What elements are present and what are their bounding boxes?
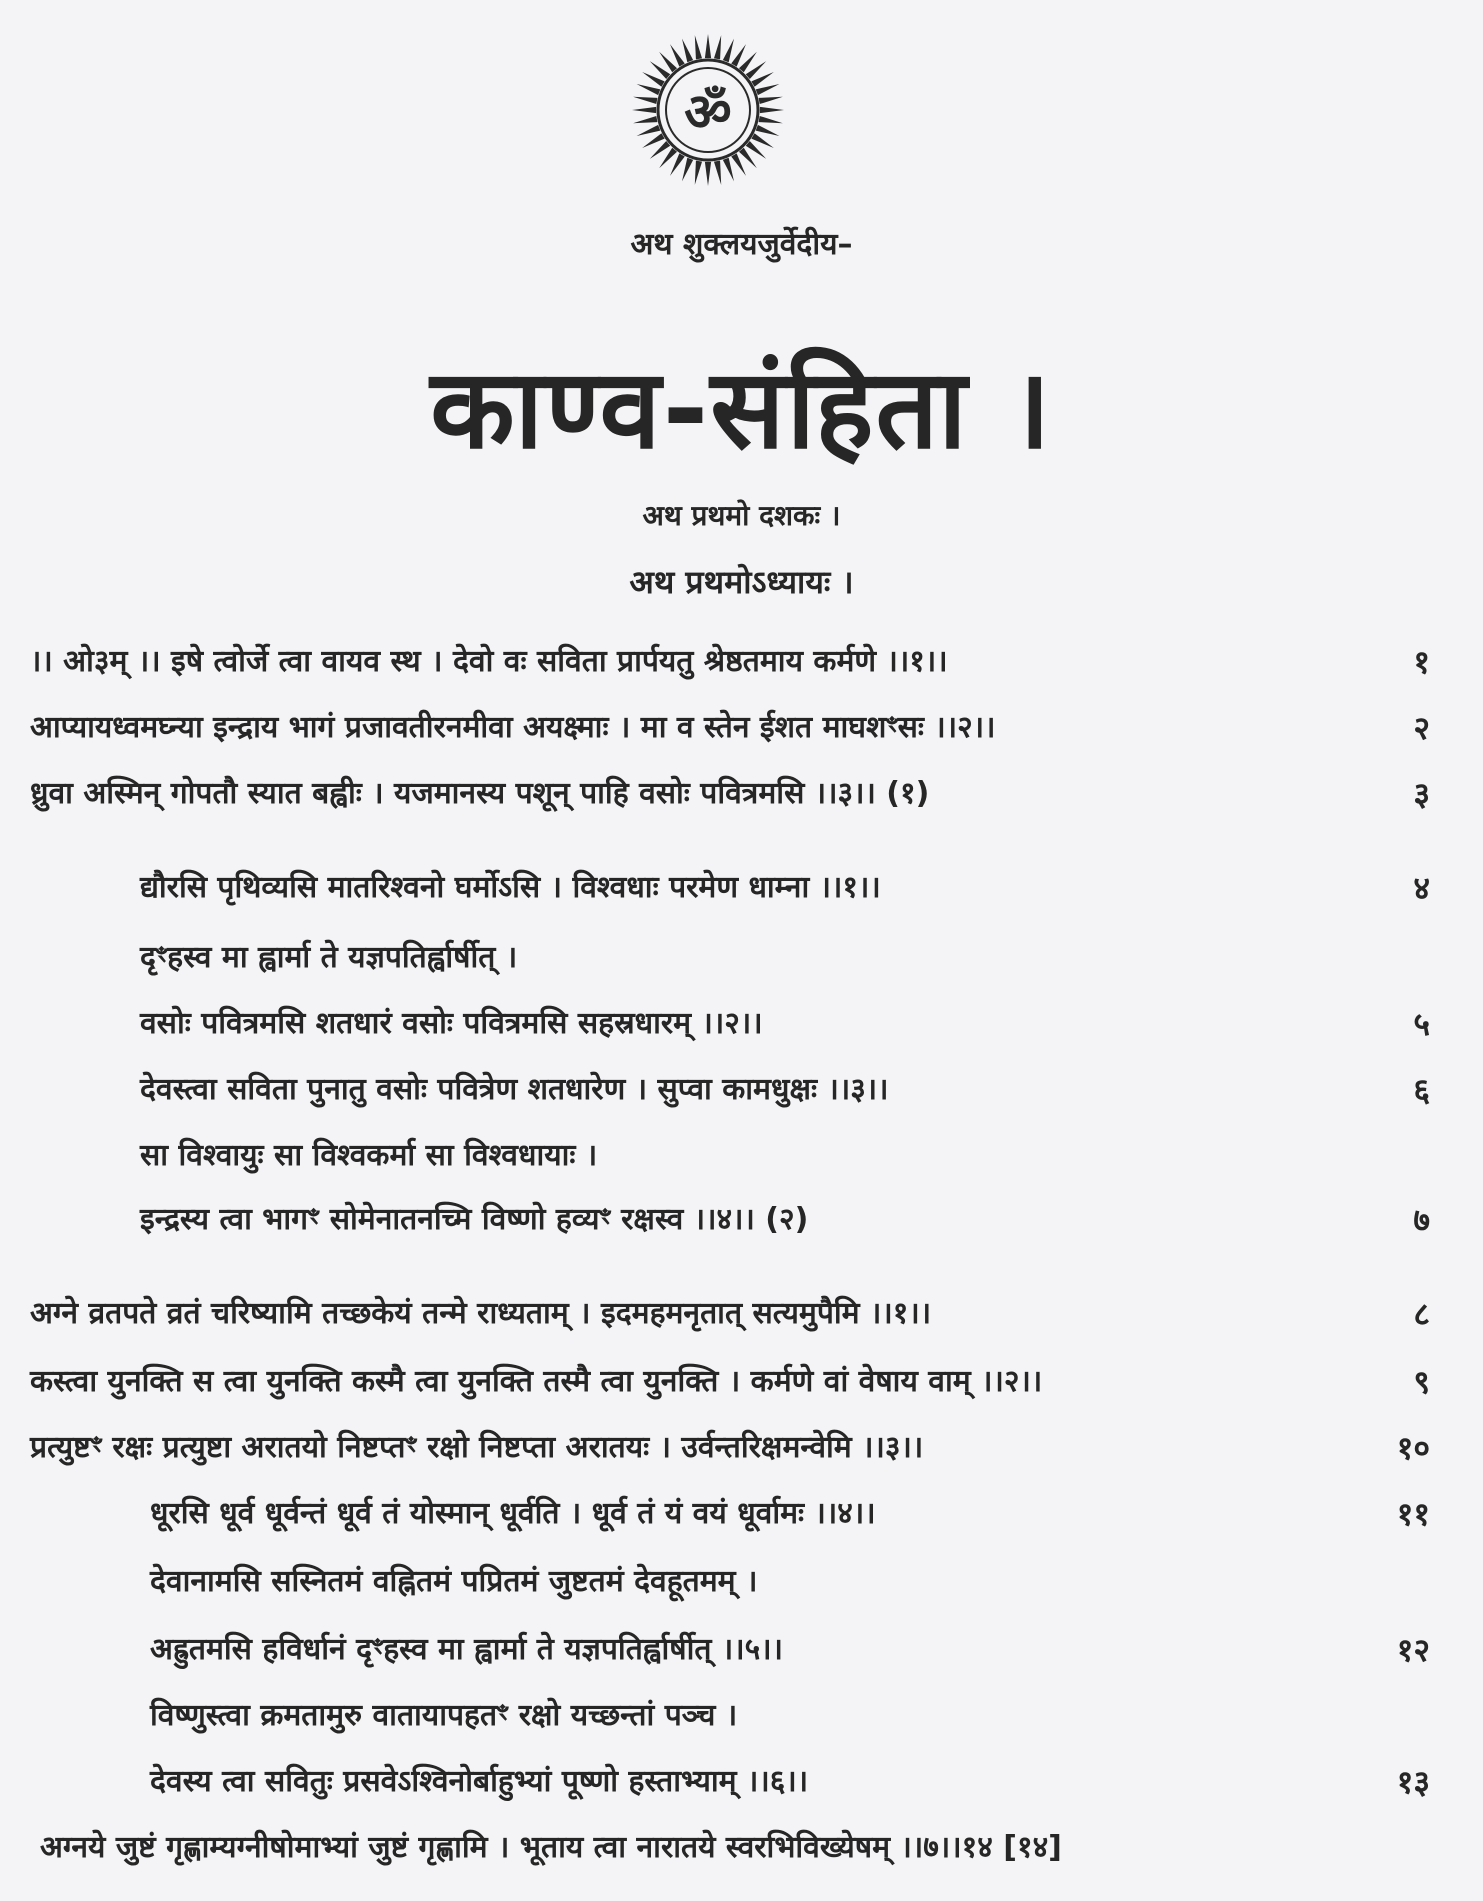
verse-number: ५ xyxy=(1413,1005,1430,1043)
verse-line: अग्ने व्रतपते व्रतं चरिष्यामि तच्छकेयं तन्मे राध्यताम् । इदमहमनृतात् सत्यमुपैमि ।।१।। xyxy=(30,1296,932,1331)
verse-line: आप्यायध्वमघ्न्या इन्द्राय भागं प्रजावतीरनमीवा अयक्ष्माः । मा व स्तेन ईशत माघशꣳसः ।।२।। xyxy=(30,710,996,745)
verse-number: १३ xyxy=(1396,1763,1430,1801)
verse-line: द्यौरसि पृथिव्यसि मातरिश्वनो घर्मोऽसि । विश्वधाः परमेण धाम्ना ।।१।। xyxy=(140,870,881,905)
verse-line: कस्त्वा युनक्ति स त्वा युनक्ति कस्मै त्वा युनक्ति तस्मै त्वा युनक्ति । कर्मणे वां वेषाय वाम् ।।२।। xyxy=(30,1364,1043,1399)
verse-number: ११ xyxy=(1396,1495,1430,1533)
verse-number: ४ xyxy=(1413,869,1430,907)
verse-line: अह्रुतमसि हविर्धानं दृꣳहस्व मा ह्वार्मा ते यज्ञपतिर्ह्वार्षीत् ।।५।। xyxy=(150,1632,783,1667)
verse-line: विष्णुस्त्वा क्रमतामुरु वातायापहतꣳ रक्षो यच्छन्तां पञ्च । xyxy=(150,1698,738,1733)
verse-line: इन्द्रस्य त्वा भागꣳ सोमेनातनच्मि विष्णो हव्यꣳ रक्षस्व ।।४।। (२) xyxy=(140,1202,809,1237)
verse-number: ६ xyxy=(1413,1071,1430,1109)
verse-number: १ xyxy=(1413,643,1430,681)
verse-line: ध्रुवा अस्मिन् गोपतौ स्यात बह्वीः । यजमानस्य पशून् पाहि वसोः पवित्रमसि ।।३।। (१) xyxy=(30,776,930,811)
verse-number: १० xyxy=(1396,1429,1430,1467)
svg-text:ॐ: ॐ xyxy=(684,83,732,143)
verse-number: २ xyxy=(1413,709,1430,747)
verse-number: ३ xyxy=(1413,775,1430,813)
subtitle-chapter: अथ प्रथमोऽध्यायः । xyxy=(629,563,854,601)
verse-line: देवस्त्वा सविता पुनातु वसोः पवित्रेण शतधारेण । सुप्वा कामधुक्षः ।।३।। xyxy=(140,1072,889,1107)
verse-line: प्रत्युष्टꣳ रक्षः प्रत्युष्टा अरातयो निष्टप्तꣳ रक्षो निष्टप्ता अरातयः । उर्वन्तरिक्षमन्वेमि ।।३।। xyxy=(30,1430,924,1465)
verse-line: देवस्य त्वा सवितुः प्रसवेऽश्विनोर्बाहुभ्यां पूष्णो हस्ताभ्याम् ।।६।। xyxy=(150,1764,809,1799)
verse-line: वसोः पवित्रमसि शतधारं वसोः पवित्रमसि सहस्रधारम् ।।२।। xyxy=(140,1006,763,1041)
verse-number: ९ xyxy=(1413,1363,1430,1401)
verse-line: धूरसि धूर्व धूर्वन्तं धूर्व तं योस्मान् धूर्वति । धूर्व तं यं वयं धूर्वामः ।।४।। xyxy=(150,1496,876,1531)
verse-number: १२ xyxy=(1396,1631,1430,1669)
verse-line: दृꣳहस्व मा ह्वार्मा ते यज्ञपतिर्ह्वार्षीत् । xyxy=(140,940,518,975)
verse-number: ८ xyxy=(1413,1295,1430,1333)
om-sun-seal-icon xyxy=(628,30,788,190)
verse-line: अग्नये जुष्टं गृह्णाम्यग्नीषोमाभ्यां जुष्टं गृह्णामि । भूताय त्वा नारातये स्वरभिविख्येषम् ।।७।।१४ [१४] xyxy=(40,1830,1062,1865)
verse-line: ।। ओ३म् ।। इषे त्वोर्जे त्वा वायव स्थ । देवो वः सविता प्रार्पयतु श्रेष्ठतमाय कर्मणे ।।१।। xyxy=(30,644,948,679)
verse-line: सा विश्वायुः सा विश्वकर्मा सा विश्वधायाः । xyxy=(140,1138,598,1173)
pre-title: अथ शुक्लयजुर्वेदीय– xyxy=(630,227,853,262)
subtitle-decade: अथ प्रथमो दशकः । xyxy=(642,499,841,532)
page-title: काण्व-संहिता । xyxy=(430,345,1053,473)
verse-line: देवानामसि सस्नितमं वह्नितमं पप्रितमं जुष्टतमं देवहूतमम् । xyxy=(150,1564,758,1599)
verse-number: ७ xyxy=(1413,1201,1430,1239)
